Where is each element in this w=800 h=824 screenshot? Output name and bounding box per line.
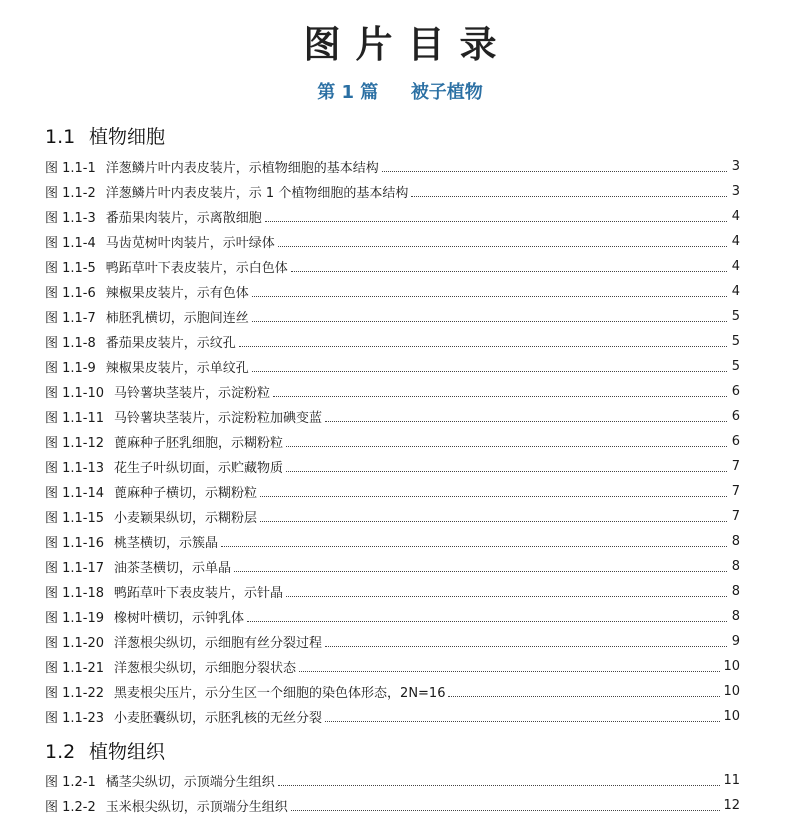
figure-title: 鸭跖草叶下表皮装片，示针晶 — [114, 586, 284, 601]
figure-title: 橘茎尖纵切，示顶端分生组织 — [105, 775, 275, 790]
figure-list — [45, 154, 740, 729]
page-number: 7 — [731, 509, 740, 524]
toc-entry[interactable] — [45, 793, 740, 818]
toc-entry[interactable] — [45, 679, 740, 704]
toc-entry[interactable] — [45, 504, 740, 529]
page-number: 5 — [731, 359, 740, 374]
toc-entry[interactable] — [45, 254, 740, 279]
section-number: 1.2 — [45, 741, 76, 763]
dot-leader — [291, 796, 721, 811]
page-number: 4 — [731, 234, 740, 249]
figure-label: 图 1.1-8 — [45, 336, 96, 351]
page-number: 8 — [731, 584, 740, 599]
page-number: 9 — [731, 634, 740, 649]
figure-title: 黑麦根尖压片，示分生区一个细胞的染色体形态，2N=16 — [114, 686, 446, 701]
toc-entry[interactable] — [45, 179, 740, 204]
part-heading — [0, 78, 800, 104]
toc-entry[interactable] — [45, 229, 740, 254]
figure-label: 图 1.1-1 — [45, 161, 96, 176]
figure-title: 番茄果肉装片，示离散细胞 — [105, 211, 262, 226]
page-number: 10 — [723, 709, 740, 724]
toc-entry[interactable] — [45, 704, 740, 729]
page-number: 3 — [731, 159, 740, 174]
dot-leader — [286, 582, 727, 597]
section-name: 植物组织 — [89, 741, 166, 763]
figure-label: 图 1.1-21 — [45, 661, 105, 676]
page-number: 6 — [731, 384, 740, 399]
figure-label: 图 1.1-3 — [45, 211, 96, 226]
part-name: 被子植物 — [410, 82, 483, 103]
dot-leader — [286, 457, 727, 472]
figure-title: 马铃薯块茎装片，示淀粉粒加碘变蓝 — [114, 411, 323, 426]
page-number: 12 — [723, 798, 740, 813]
figure-title: 番茄果皮装片，示纹孔 — [105, 336, 236, 351]
toc-entry[interactable] — [45, 329, 740, 354]
toc-entry[interactable] — [45, 529, 740, 554]
page-number: 7 — [731, 484, 740, 499]
figure-list — [45, 768, 740, 818]
figure-title: 洋葱根尖纵切，示细胞有丝分裂过程 — [114, 636, 323, 651]
section-heading — [45, 122, 165, 149]
page-title: 图片目录 — [303, 23, 512, 66]
dot-leader — [448, 682, 720, 697]
dot-leader — [382, 157, 727, 172]
section-name: 植物细胞 — [89, 126, 166, 148]
figure-title: 洋葱鳞片叶内表皮装片，示植物细胞的基本结构 — [105, 161, 379, 176]
toc-entry[interactable] — [45, 654, 740, 679]
figure-title: 辣椒果皮装片，示单纹孔 — [105, 361, 249, 376]
toc-entry[interactable] — [45, 279, 740, 304]
figure-title: 辣椒果皮装片，示有色体 — [105, 286, 249, 301]
toc-entry[interactable] — [45, 154, 740, 179]
dot-leader — [252, 357, 727, 372]
page-number: 4 — [731, 284, 740, 299]
toc-entry[interactable] — [45, 429, 740, 454]
toc-entry[interactable] — [45, 354, 740, 379]
figure-label: 图 1.1-7 — [45, 311, 96, 326]
dot-leader — [252, 282, 727, 297]
dot-leader — [234, 557, 727, 572]
page-number: 8 — [731, 534, 740, 549]
figure-title: 小麦颖果纵切，示糊粉层 — [114, 511, 258, 526]
figure-title: 马铃薯块茎装片，示淀粉粒 — [114, 386, 271, 401]
page-number: 3 — [731, 184, 740, 199]
figure-label: 图 1.1-22 — [45, 686, 105, 701]
dot-leader — [325, 407, 727, 422]
dot-leader — [325, 707, 720, 722]
figure-label: 图 1.1-9 — [45, 361, 96, 376]
figure-label: 图 1.1-12 — [45, 436, 105, 451]
dot-leader — [221, 532, 727, 547]
dot-leader — [273, 382, 727, 397]
part-label: 第 1 篇 — [317, 82, 379, 103]
dot-leader — [278, 771, 721, 786]
page-number: 6 — [731, 409, 740, 424]
toc-entry[interactable] — [45, 379, 740, 404]
toc-entry[interactable] — [45, 404, 740, 429]
figure-label: 图 1.1-11 — [45, 411, 105, 426]
figure-title: 花生子叶纵切面，示贮藏物质 — [114, 461, 284, 476]
figure-title: 蓖麻种子横切，示糊粉粒 — [114, 486, 258, 501]
page-number: 8 — [731, 559, 740, 574]
figure-title: 橡树叶横切，示钟乳体 — [114, 611, 245, 626]
dot-leader — [286, 432, 727, 447]
toc-entry[interactable] — [45, 604, 740, 629]
dot-leader — [278, 232, 727, 247]
dot-leader — [260, 482, 727, 497]
figure-label: 图 1.1-6 — [45, 286, 96, 301]
dot-leader — [239, 332, 727, 347]
dot-leader — [260, 507, 727, 522]
figure-label: 图 1.1-23 — [45, 711, 105, 726]
toc-entry[interactable] — [45, 304, 740, 329]
figure-label: 图 1.1-18 — [45, 586, 105, 601]
figure-label: 图 1.1-17 — [45, 561, 105, 576]
dot-leader — [265, 207, 727, 222]
dot-leader — [291, 257, 727, 272]
page-number: 6 — [731, 434, 740, 449]
page-number: 4 — [731, 209, 740, 224]
page-number: 7 — [731, 459, 740, 474]
page-number: 11 — [723, 773, 740, 788]
figure-title: 玉米根尖纵切，示顶端分生组织 — [105, 800, 288, 815]
figure-title: 蓖麻种子胚乳细胞，示糊粉粒 — [114, 436, 284, 451]
figure-label: 图 1.1-10 — [45, 386, 105, 401]
figure-label: 图 1.1-19 — [45, 611, 105, 626]
toc-entry[interactable] — [45, 204, 740, 229]
figure-label: 图 1.2-2 — [45, 800, 96, 815]
figure-label: 图 1.1-2 — [45, 186, 96, 201]
figure-label: 图 1.1-14 — [45, 486, 105, 501]
page-number: 10 — [723, 659, 740, 674]
figure-title: 洋葱根尖纵切，示细胞分裂状态 — [114, 661, 297, 676]
figure-label: 图 1.1-5 — [45, 261, 96, 276]
figure-label: 图 1.1-4 — [45, 236, 96, 251]
page-number: 4 — [731, 259, 740, 274]
figure-title: 小麦胚囊纵切，示胚乳核的无丝分裂 — [114, 711, 323, 726]
figure-title: 马齿苋树叶肉装片，示叶绿体 — [105, 236, 275, 251]
page-number: 10 — [723, 684, 740, 699]
toc-entry[interactable] — [45, 629, 740, 654]
page-number: 5 — [731, 309, 740, 324]
figure-title: 桃茎横切，示簇晶 — [114, 536, 219, 551]
figure-label: 图 1.2-1 — [45, 775, 96, 790]
dot-leader — [252, 307, 727, 322]
toc-entry[interactable] — [45, 454, 740, 479]
dot-leader — [411, 182, 727, 197]
toc-entry[interactable] — [45, 554, 740, 579]
toc-entry[interactable] — [45, 579, 740, 604]
figure-title: 洋葱鳞片叶内表皮装片，示 1 个植物细胞的基本结构 — [105, 186, 409, 201]
figure-title: 油茶茎横切，示单晶 — [114, 561, 232, 576]
dot-leader — [299, 657, 720, 672]
page-number: 5 — [731, 334, 740, 349]
figure-label: 图 1.1-20 — [45, 636, 105, 651]
figure-label: 图 1.1-16 — [45, 536, 105, 551]
dot-leader — [325, 632, 727, 647]
dot-leader — [247, 607, 727, 622]
figure-label: 图 1.1-13 — [45, 461, 105, 476]
section-number: 1.1 — [45, 126, 76, 148]
page-number: 8 — [731, 609, 740, 624]
figure-title: 柿胚乳横切，示胞间连丝 — [105, 311, 249, 326]
toc-entry[interactable] — [45, 479, 740, 504]
figure-title: 鸭跖草叶下表皮装片，示白色体 — [105, 261, 288, 276]
figure-label: 图 1.1-15 — [45, 511, 105, 526]
toc-entry[interactable] — [45, 768, 740, 793]
section-heading — [45, 737, 165, 764]
